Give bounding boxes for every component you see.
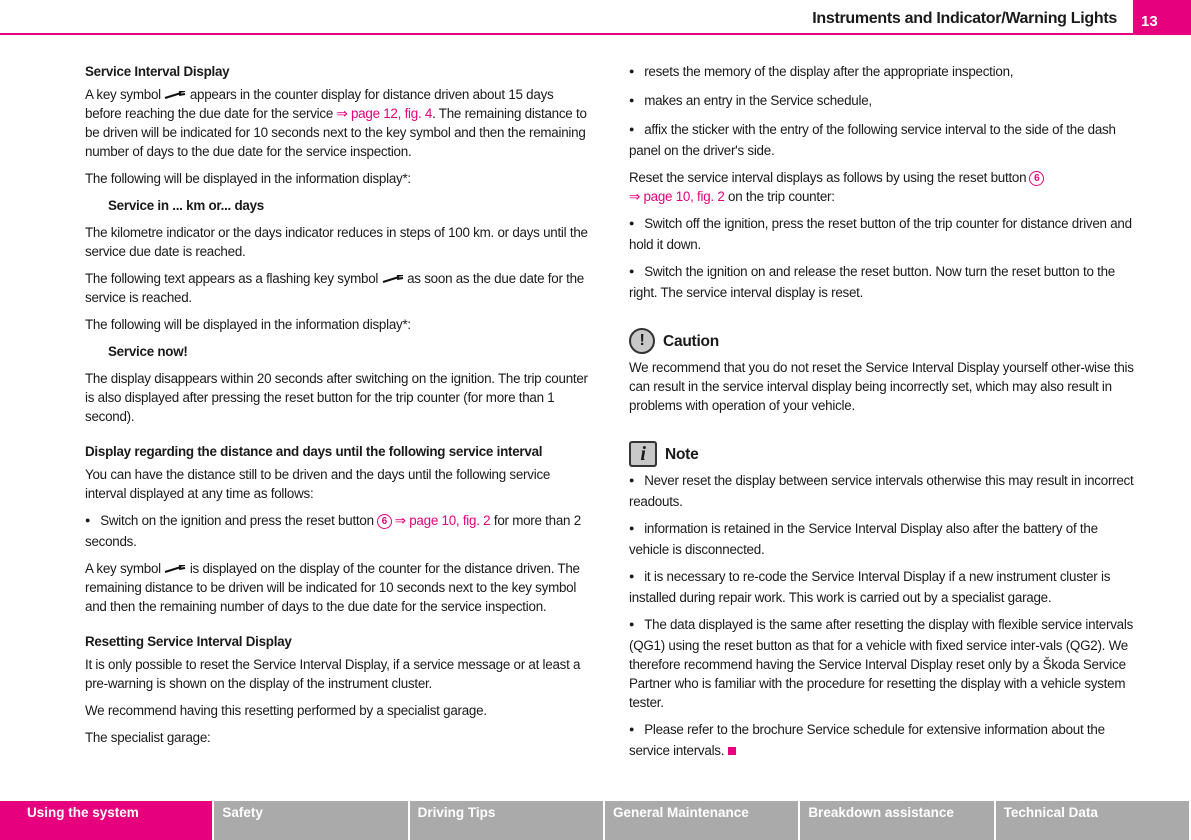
- heading-resetting: Resetting Service Interval Display: [85, 634, 292, 649]
- nav-tab-general-maintenance[interactable]: General Maintenance: [605, 801, 798, 840]
- end-marker-icon: [728, 747, 736, 755]
- reset-button-ref-icon: 6: [1029, 171, 1044, 186]
- page-number: 13: [1133, 0, 1191, 33]
- caution-text: We recommend that you do not reset the Service Interval Display yourself other-wise this can result in the service interval display being incorrectly set, which may also result in problems with operation of your vehicle.: [629, 360, 1134, 413]
- nav-tab-safety[interactable]: Safety: [214, 801, 407, 840]
- note-item: ● Please refer to the brochure Service schedule for extensive information about the service intervals.: [629, 720, 1134, 760]
- display-message: Service now!: [108, 344, 188, 359]
- heading-display-distance: Display regarding the distance and days until the following service interval: [85, 444, 543, 459]
- paragraph: You can have the distance still to be driven and the days until the following service interval displayed at any time as follows:: [85, 467, 551, 501]
- paragraph: We recommend having this resetting performed by a specialist garage.: [85, 703, 487, 718]
- note-item: ● Never reset the display between service intervals otherwise this may result in incorrect readouts.: [629, 471, 1134, 511]
- header-rule: [0, 33, 1191, 35]
- paragraph: A key symbol is displayed on the display of the counter for the distance driven. The remaining distance to be driven will be indicated for 10 seconds next to the key symbol and then the remaining number of days to the due date for the service inspection.: [85, 561, 580, 614]
- note-item: ● information is retained in the Service Interval Display also after the battery of the vehicle is disconnected.: [629, 519, 1134, 559]
- page-link[interactable]: ⇒ page 10, fig. 2: [394, 513, 491, 528]
- paragraph: The following will be displayed in the information display*:: [85, 171, 411, 186]
- nav-tab-technical-data[interactable]: Technical Data: [996, 801, 1189, 840]
- heading-service-interval: Service Interval Display: [85, 64, 230, 79]
- paragraph: The display disappears within 20 seconds after switching on the ignition. The trip counter is also displayed after pressing the reset button for the trip counter (for more than 1 second).: [85, 371, 588, 424]
- note-item: ● The data displayed is the same after resetting the display with flexible service intervals (QG1) using the reset button as that for a vehicle with fixed service inter-vals (QG2). We therefore recommend having the Service Interval Display reset only by a Škoda Service Partner who is familiar with the procedure for resetting the display with a vehicle system tester.: [629, 615, 1134, 712]
- info-icon: i: [629, 441, 657, 467]
- bullet-item: ● Switch on the ignition and press the reset button 6 ⇒ page 10, fig. 2 for more than 2 seconds.: [85, 511, 590, 551]
- right-column: [629, 62, 1134, 768]
- nav-tab-using-the-system[interactable]: Using the system: [0, 801, 212, 840]
- paragraph: Reset the service interval displays as follows by using the reset button 6 ⇒ page 10, fig. 2 on the trip counter:: [629, 168, 1134, 206]
- chapter-title: Instruments and Indicator/Warning Lights: [812, 10, 1117, 27]
- wrench-key-icon: [164, 91, 186, 99]
- display-message: Service in ... km or... days: [108, 198, 265, 213]
- left-column: [85, 62, 590, 755]
- paragraph: The kilometre indicator or the days indicator reduces in steps of 100 km. or days until the service due date is reached.: [85, 225, 588, 259]
- paragraph: The following will be displayed in the information display*:: [85, 317, 411, 332]
- page-link[interactable]: ⇒ page 10, fig. 2: [629, 189, 725, 204]
- wrench-key-icon: [164, 565, 186, 573]
- wrench-key-icon: [382, 275, 404, 283]
- bullet-item: ● Switch off the ignition, press the reset button of the trip counter for distance driven and hold it down.: [629, 214, 1134, 254]
- paragraph: A key symbol appears in the counter display for distance driven about 15 days before reaching the due date for the service ⇒ page 12, fig. 4. The remaining distance to be driven will be indicated for 10 seconds next to the key symbol and then the remaining number of days to the due date for the service inspection.: [85, 87, 587, 159]
- section-nav: [0, 801, 1191, 840]
- bullet-item: ● Switch the ignition on and release the reset button. Now turn the reset button to the right. The service interval display is reset.: [629, 262, 1134, 302]
- bullet-item: ● resets the memory of the display after the appropriate inspection,: [629, 62, 1134, 83]
- bullet-item: ● affix the sticker with the entry of the following service interval to the side of the dash panel on the driver's side.: [629, 120, 1134, 160]
- note-item: ● it is necessary to re-code the Service Interval Display if a new instrument cluster is installed during repair work. This work is carried out by a specialist garage.: [629, 567, 1134, 607]
- paragraph: The specialist garage:: [85, 730, 211, 745]
- bullet-item: ● makes an entry in the Service schedule,: [629, 91, 1134, 112]
- nav-tab-breakdown-assistance[interactable]: Breakdown assistance: [800, 801, 993, 840]
- caution-icon: !: [629, 328, 655, 354]
- paragraph: It is only possible to reset the Service Interval Display, if a service message or at least a pre-warning is shown on the display of the instrument cluster.: [85, 657, 581, 691]
- page-link[interactable]: ⇒ page 12, fig. 4: [336, 106, 433, 121]
- nav-tab-driving-tips[interactable]: Driving Tips: [410, 801, 603, 840]
- caution-heading: ! Caution: [629, 328, 1134, 354]
- reset-button-ref-icon: 6: [377, 514, 392, 529]
- paragraph: The following text appears as a flashing key symbol as soon as the due date for the service is reached.: [85, 271, 584, 305]
- note-heading: i Note: [629, 441, 1134, 467]
